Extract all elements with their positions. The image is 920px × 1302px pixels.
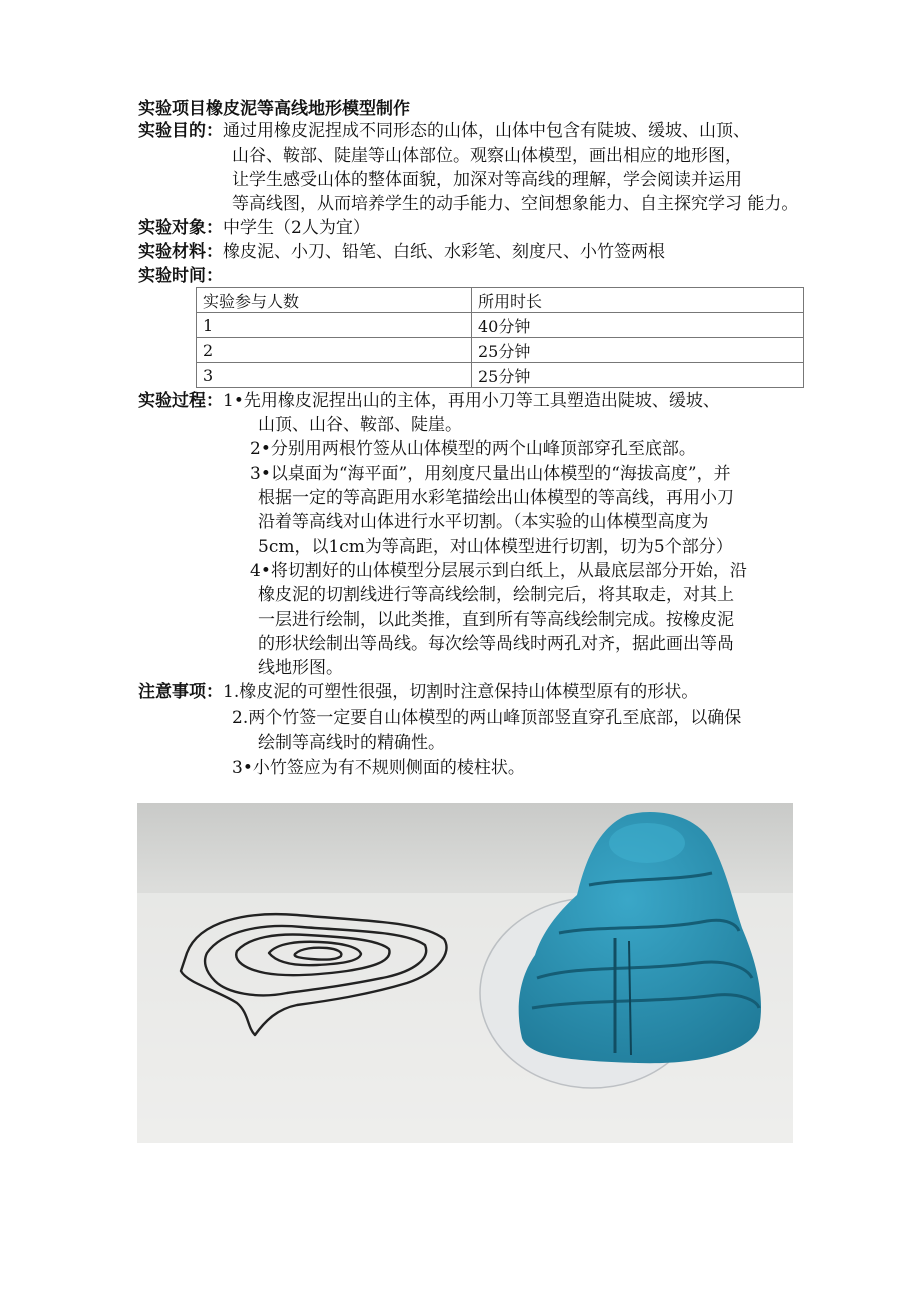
process-line-5: 根据一定的等高距用水彩笔描绘出山体模型的等高线，再用小刀 bbox=[258, 488, 734, 508]
notes-line-2: 2.两个竹签一定要自山体模型的两山峰顶部竖直穿孔至底部，以确保 bbox=[232, 708, 742, 728]
table-row bbox=[197, 363, 804, 388]
table-cell: 1 bbox=[197, 313, 472, 338]
subjects-row bbox=[138, 216, 370, 240]
notes-line-3: 绘制等高线时的精确性。 bbox=[258, 733, 445, 753]
table-header-cell: 所用时长 bbox=[472, 288, 804, 313]
subjects-text: 中学生（2人为宜） bbox=[223, 218, 370, 238]
process-line-3: 2•分别用两根竹签从山体模型的两个山峰顶部穿孔至底部。 bbox=[250, 439, 696, 459]
time-table bbox=[196, 287, 804, 388]
table-header-row bbox=[197, 288, 804, 313]
time-row bbox=[138, 264, 223, 288]
experiment-title: 实验项目橡皮泥等高线地形模型制作 bbox=[138, 99, 410, 119]
table-row bbox=[197, 313, 804, 338]
time-label: 实验时间： bbox=[138, 266, 223, 286]
subjects-label: 实验对象： bbox=[138, 218, 223, 238]
purpose-row bbox=[138, 119, 750, 143]
table-cell: 3 bbox=[197, 363, 472, 388]
notes-line-1: 1.橡皮泥的可塑性很强，切割时注意保持山体模型原有的形状。 bbox=[223, 682, 699, 702]
purpose-line-4: 等高线图，从而培养学生的动手能力、空间想象能力、自主探究学习 能力。 bbox=[232, 194, 799, 214]
table-row bbox=[197, 338, 804, 363]
purpose-line-2: 山谷、鞍部、陡崖等山体部位。观察山体模型，画出相应的地形图， bbox=[232, 146, 742, 166]
process-line-10: 一层进行绘制，以此类推，直到所有等高线绘制完成。按橡皮泥 bbox=[258, 610, 734, 630]
table-cell: 2 bbox=[197, 338, 472, 363]
notes-label: 注意事项： bbox=[138, 682, 223, 702]
materials-text: 橡皮泥、小刀、铅笔、白纸、水彩笔、刻度尺、小竹签两根 bbox=[223, 242, 665, 262]
notes-line-4: 3•小竹签应为有不规则侧面的棱柱状。 bbox=[232, 758, 525, 778]
table-cell: 25分钟 bbox=[472, 338, 804, 363]
purpose-label: 实验目的： bbox=[138, 121, 223, 141]
purpose-line-1: 通过用橡皮泥捏成不同形态的山体，山体中包含有陡坡、缓坡、山顶、 bbox=[223, 121, 750, 141]
materials-label: 实验材料： bbox=[138, 242, 223, 262]
purpose-line-3: 让学生感受山体的整体面貌，加深对等高线的理解，学会阅读并运用 bbox=[232, 170, 742, 190]
process-line-11: 的形状绘制出等咼线。每次绘等咼线时两孔对齐，据此画出等咼 bbox=[258, 634, 734, 654]
table-cell: 40分钟 bbox=[472, 313, 804, 338]
process-line-2: 山顶、山谷、鞍部、陡崖。 bbox=[258, 415, 462, 435]
process-row bbox=[138, 389, 720, 413]
materials-row bbox=[138, 240, 665, 264]
process-line-12: 线地形图。 bbox=[258, 658, 343, 678]
process-line-1: 1•先用橡皮泥捏出山的主体，再用小刀等工具塑造出陡坡、缓坡、 bbox=[223, 391, 720, 411]
process-label: 实验过程： bbox=[138, 391, 223, 411]
notes-row bbox=[138, 680, 698, 704]
process-line-6: 沿着等高线对山体进行水平切割。（本实验的山体模型高度为 bbox=[258, 512, 709, 532]
model-photo bbox=[137, 803, 793, 1143]
process-line-8: 4•将切割好的山体模型分层展示到白纸上，从最底层部分开始，沿 bbox=[250, 561, 747, 581]
table-cell: 25分钟 bbox=[472, 363, 804, 388]
process-line-9: 橡皮泥的切割线进行等高线绘制，绘制完后，将其取走，对其上 bbox=[258, 585, 734, 605]
table-header-cell: 实验参与人数 bbox=[197, 288, 472, 313]
process-line-7: 5cm，以1cm为等高距，对山体模型进行切割，切为5个部分） bbox=[258, 537, 733, 557]
process-line-4: 3•以桌面为“海平面”，用刻度尺量出山体模型的“海拔高度”，并 bbox=[250, 464, 731, 484]
